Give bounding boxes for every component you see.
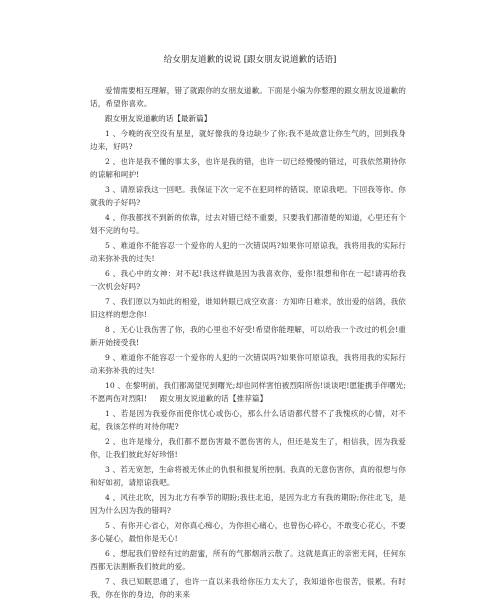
list-item-with-section-heading — [90, 379, 406, 405]
section-heading-latest: 跟女朋友说道歉的话【最新篇】 — [105, 114, 212, 123]
list-item: 3 、请原谅我这一回吧。我保证下次一定不在犯同样的错误。原谅我吧。下回我等你。你就我的子好吗? — [90, 185, 406, 207]
list-item: 2 、也许是缘分，我们都不愿伤害最不愿伤害的人，但还是发生了，相信我，因为我爱你，让我们彼此好好珍惜! — [90, 437, 406, 459]
list-item: 5 、难道你不能容忍一个爱你的人犯的一次错误吗?如果你可原谅我，我将用我的实际行动来弥补我的过失! — [90, 241, 406, 263]
list-item: 1 、若是因为我爱你而使你忧心或伤心，那么什么话语都代替不了我愧疚的心情，对不起，我该怎样的对待你呢? — [90, 409, 406, 431]
page-title: 给女朋友道歉的说说 [跟女朋友说道歉的话语] — [163, 55, 337, 65]
list-item: 7 、我们原以为如此的相爱，谁知转眼已成空欢喜：方知昨日难求，放出爱的信鸽，我依旧这样的想念你! — [90, 297, 406, 319]
list-item-text: 10 、在黎明前，我们都渴望见到曙光;却也同样害怕被烈阳所伤!谈谈吧!愿能携手伴曙光;不愿两伤对烈阳! — [90, 381, 406, 403]
list-item: 9 、难道你不能容忍一个爱你的人犯的一次错误吗?如果你可原谅我，我将用我的实际行动来弥补我的过失! — [90, 353, 406, 375]
list-item: 4 、你我都找不到新的依靠，过去对错已经不重要，只要我们都清楚的知道，心里还有个划不完的句号。 — [90, 213, 406, 235]
article-body — [90, 84, 406, 603]
section-heading-recommended: 跟女朋友说道歉的话【推荐篇】 — [159, 394, 268, 403]
list-item: 4 、风往北吹，因为北方有季节的期盼;我往北追，是因为北方有我的期盼;你往北飞，是因为什么因为我的错吗? — [90, 493, 406, 515]
list-item: 1 、今晚的夜空没有星星，就好像我的身边缺少了你;我不是故意让你生气的，回到我身边来，好吗? — [90, 129, 406, 151]
list-item: 8 、无心让我伤害了你，我的心里也不好受!希望你能理解，可以给我一个改过的机会!重新开始接受我! — [90, 325, 406, 347]
list-item: 3 、若无宽恕，生命将被无休止的仇恨和报复所控制。我真的无意伤害你，真的很想与你和好如初，请原谅我吧。 — [90, 465, 406, 487]
list-item: 7 、我已知眠思通了，也许一直以来我给你压力太大了，我知道你也很苦，很累。有时我，你在你的身边，你的来来 — [90, 577, 406, 599]
list-item: 6 、我心中的女神：对不起!我这样做是因为我喜欢你，爱你!很想和你在一起!请再给我一次机会好吗? — [90, 269, 406, 291]
list-item: 2 、也许是我不懂的事太多，也许是我的错，也许一切已经慢慢的错过，可我依然期待你的谅解和呵护! — [90, 157, 406, 179]
list-item: 6 、想起我们曾经有过的甜蜜，所有的气都烟消云散了。这就是真正的亲密无间，任何东西都无法割断我们彼此的爱。 — [90, 549, 406, 571]
intro-paragraph: 爱情需要相互理解，错了就跟你的女朋友道歉。下面是小编为你整理的跟女朋友说道歉的话，希望你喜欢。 — [90, 86, 406, 108]
document-page — [90, 0, 410, 599]
list-item: 5 、有你开心省心，对你真心痴心，为你担心痛心，也曾伤心碎心，不敢变心花心，不要多心疑心，最怕你是无心! — [90, 521, 406, 543]
